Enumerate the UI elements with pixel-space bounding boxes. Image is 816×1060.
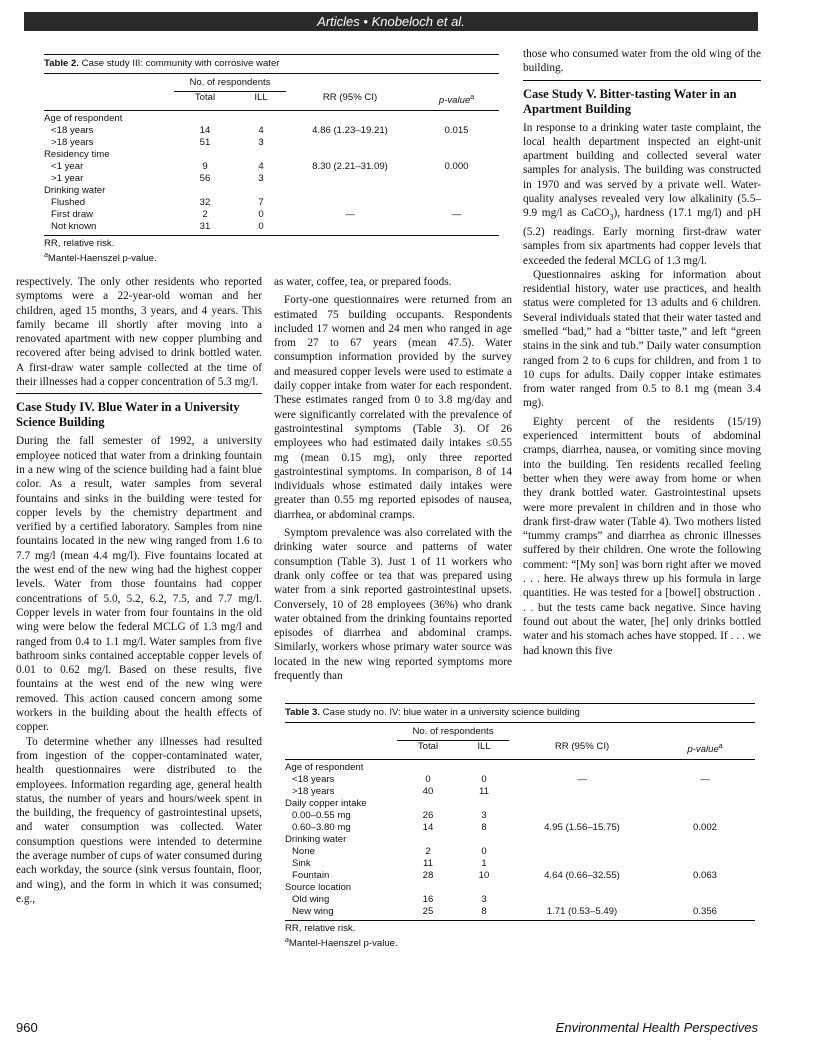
cell-label: 0.60–3.80 mg xyxy=(292,821,351,833)
table-3-col-p: p-value$^a$ xyxy=(655,741,755,760)
table-row xyxy=(285,882,755,894)
cell-total xyxy=(397,798,459,810)
cell-label: <1 year xyxy=(51,160,84,172)
cell-p: 0.002 xyxy=(692,821,717,833)
cell-ill xyxy=(459,834,509,846)
table-3-col-total: Total xyxy=(397,741,459,760)
text-column-2 xyxy=(274,275,512,683)
cell-rr xyxy=(509,882,655,894)
cell-ill xyxy=(459,882,509,894)
cell-ill: 0 xyxy=(481,845,487,857)
table-2-caption: Table 2. Case study III: community with corrosive water xyxy=(44,54,499,74)
table-row xyxy=(285,894,755,906)
cell-total: 28 xyxy=(422,869,434,881)
cell-rr xyxy=(286,149,414,161)
cell-rr xyxy=(509,810,655,822)
paragraph: In response to a drinking water taste complaint, the local health department inspected an eight-unit apartment building and collected several water samples for analysis. The building was constructed in 1970 and was served by a private well. Water-quality analyses revealed very low alkalinity (5.5–9.9 mg/l as CaCO$_3$), hardness (17.1 mg/l) and pH (5.2) readings. Early morning first-draw water samples from six apartments had copper levels that exceeded the federal MCLG of 1.3 mg/l. xyxy=(523,121,761,267)
cell-rr xyxy=(509,894,655,906)
cell-label: None xyxy=(292,845,315,857)
cell-ill xyxy=(236,185,286,197)
cell-total: 40 xyxy=(422,785,434,797)
cell-ill: 10 xyxy=(478,869,490,881)
cell-rr: 4.64 (0.66–32.55) xyxy=(544,869,620,881)
table-row xyxy=(44,125,499,137)
cell-p xyxy=(414,185,499,197)
cell-rr xyxy=(509,798,655,810)
table-row xyxy=(44,137,499,149)
cell-rr xyxy=(509,858,655,870)
cell-ill: 0 xyxy=(258,208,264,220)
table-row xyxy=(44,185,499,197)
paragraph: Eighty percent of the residents (15/19) experienced intermittent bouts of abdominal cramps, diarrhea, nausea, or vomiting since moving into the building. Ten residents recalled feeling better when they were away from home or when they drank bottled water. Gastrointestinal upsets were more prevalent in children and in those who drank first-draw water (Table 4). Two mothers listed “tummy cramps” and diarrhea as chronic illnesses suffered by their children. One wrote the following comment: “[My son] was born right after we moved . . . here. He always threw up his formula in large quantities. He was tested for a [bowel] obstruction . . . but the tests came back negative. Since having found out about the water, [he] only drinks bottled water and his stomach aches have stopped. If . . . we had known this five xyxy=(523,415,761,657)
table-3-footnote: RR, relative risk. $^a$Mantel-Haenszel p-value. xyxy=(285,922,398,949)
cell-label: Age of respondent xyxy=(285,761,364,773)
cell-rr xyxy=(509,759,655,774)
text-column-3 xyxy=(523,47,761,658)
cell-ill: 11 xyxy=(479,785,489,797)
cell-ill xyxy=(236,149,286,161)
table-3-group-header: No. of respondents xyxy=(397,723,509,741)
cell-ill: 4 xyxy=(258,124,264,136)
paragraph: those who consumed water from the old wing of the building. xyxy=(523,48,761,75)
cell-total: 14 xyxy=(199,124,211,136)
table-row xyxy=(44,149,499,161)
cell-total: 2 xyxy=(202,208,208,220)
cell-label: >1 year xyxy=(51,172,84,184)
table-row xyxy=(285,858,755,870)
cell-label: <18 years xyxy=(292,773,335,785)
cell-rr: 8.30 (2.21–31.09) xyxy=(312,160,388,172)
cell-total: 51 xyxy=(199,136,211,148)
table-3-col-rr: RR (95% CI) xyxy=(509,741,655,760)
table-row xyxy=(285,798,755,810)
section-heading-case-iv: Case Study IV. Blue Water in a University Science Building xyxy=(16,393,262,430)
cell-label: <18 years xyxy=(51,124,94,136)
cell-total: 26 xyxy=(422,809,434,821)
table-row xyxy=(44,197,499,209)
cell-total: 11 xyxy=(423,857,433,869)
cell-rr: 4.86 (1.23–19.21) xyxy=(312,124,388,136)
cell-rr xyxy=(286,221,414,236)
cell-label: First draw xyxy=(51,208,94,220)
table-row xyxy=(285,810,755,822)
cell-p xyxy=(655,759,755,774)
cell-ill: 1 xyxy=(481,857,487,869)
cell-ill: 3 xyxy=(258,136,264,148)
cell-p xyxy=(655,882,755,894)
cell-ill: 0 xyxy=(481,773,487,785)
cell-rr: — xyxy=(345,208,355,220)
cell-label: Drinking water xyxy=(285,833,347,845)
table-row xyxy=(285,759,755,774)
cell-rr: 1.71 (0.53–5.49) xyxy=(509,906,655,921)
cell-p xyxy=(414,149,499,161)
cell-p xyxy=(414,173,499,185)
paragraph: During the fall semester of 1992, a university employee noticed that water from a drinking fountain in a new wing of the science building had a faint blue color. As a result, water samples from several fountains and sinks in the building were tested for copper levels by the chemistry department and verified by a certified laboratory. Samples from nine fountains located in the new wing ranged from 1.6 to 7.7 mg/l (mean 4.4 mg/l). Five fountains located at the west end of the new wing had the highest copper levels. Water from those fountains had copper concentrations of 5.0, 5.2, 6.2, 7.5, and 7.7 mg/l. Copper levels in water from four fountains in the old wing were below the federal MCLG of 1.3 mg/l and ranged from 0.4 to 1.1 mg/l. Water samples from five bathroom sinks contained acceptable copper levels of 0.01 to 0.62 mg/l. Based on these results, five fountains at the west end of the new wing were removed. This action caused concern among some workers in the building about the health effects of copper. xyxy=(16,435,262,734)
cell-label: Old wing xyxy=(292,893,330,905)
table-3 xyxy=(285,703,755,950)
cell-p xyxy=(655,810,755,822)
cell-rr xyxy=(509,846,655,858)
cell-label: New wing xyxy=(285,906,397,921)
table-row xyxy=(285,906,755,921)
table-2-col-ill: ILL xyxy=(236,92,286,111)
cell-rr: — xyxy=(577,773,587,785)
paragraph: respectively. The only other residents who reported symptoms were a 22-year-old woman and her children, aged 15 months, 3 years, and 4 years. This family became ill shortly after moving into a renovated apartment with new copper plumbing and recovered after being advised to drink bottled water. A first-draw water sample collected at the time of their illnesses had a copper concentration of 5.3 mg/l. xyxy=(16,276,262,389)
cell-total xyxy=(174,110,236,125)
running-header: Articles • Knobeloch et al. xyxy=(24,12,758,31)
cell-label: Sink xyxy=(292,857,311,869)
cell-p xyxy=(655,846,755,858)
cell-rr xyxy=(286,173,414,185)
table-2-col-total: Total xyxy=(174,92,236,111)
cell-ill: 3 xyxy=(481,893,487,905)
table-2-col-rr: RR (95% CI) xyxy=(286,92,414,111)
cell-label: Daily copper intake xyxy=(285,797,367,809)
table-row xyxy=(285,774,755,786)
cell-rr xyxy=(509,786,655,798)
table-row xyxy=(44,110,499,125)
cell-total: 14 xyxy=(422,821,434,833)
cell-ill xyxy=(459,798,509,810)
paragraph: Questionnaires asking for information about residential history, water use practices, and health status were completed for 13 adults and 6 children. Several individuals stated that their water tasted and smelled “bad,” had a “bitter taste,” and left “green stains in the sink and tub.” Daily water consumption ranged from 2 to 6 cups for children, and from 1 to 10 cups for adults. Daily copper intake estimates from water ranged from 0.5 to 8.1 mg (mean 3.4 mg). xyxy=(523,268,761,410)
table-row xyxy=(44,173,499,185)
table-row xyxy=(285,822,755,834)
cell-ill xyxy=(459,759,509,774)
cell-total xyxy=(397,759,459,774)
table-3-grid xyxy=(285,723,755,921)
table-row xyxy=(44,209,499,221)
cell-rr: 4.95 (1.56–15.75) xyxy=(544,821,620,833)
cell-label: Age of respondent xyxy=(44,112,123,124)
paragraph: as water, coffee, tea, or prepared foods. xyxy=(274,276,452,288)
cell-p xyxy=(414,110,499,125)
table-row xyxy=(285,786,755,798)
table-2-grid xyxy=(44,74,499,236)
cell-total xyxy=(174,185,236,197)
cell-total: 31 xyxy=(174,221,236,236)
cell-ill xyxy=(236,110,286,125)
cell-total: 16 xyxy=(422,893,434,905)
cell-p xyxy=(414,137,499,149)
cell-p xyxy=(655,834,755,846)
table-2-footnote: RR, relative risk. $^a$Mantel-Haenszel p-value. xyxy=(44,237,157,264)
cell-label: 0.00–0.55 mg xyxy=(292,809,351,821)
cell-rr xyxy=(286,197,414,209)
cell-ill: 3 xyxy=(481,809,487,821)
cell-label: Drinking water xyxy=(44,184,106,196)
cell-p: 0.356 xyxy=(655,906,755,921)
cell-p: — xyxy=(451,208,462,220)
cell-p xyxy=(655,798,755,810)
paragraph: Symptom prevalence was also correlated with the drinking water source and patterns of water consumption (Table 3). Just 1 of 11 workers who drank only coffee or tea that was prepared using water from a sink reported gastrointestinal upsets. Conversely, 10 of 28 employees (36%) who drank water obtained from the drinking fountains reported episodes of diarrhea and abdominal cramps. Similarly, workers whose primary water source was located in the new wing reported symptoms more frequently than xyxy=(274,527,512,683)
cell-total: 25 xyxy=(397,906,459,921)
table-row xyxy=(285,846,755,858)
cell-label: >18 years xyxy=(292,785,335,797)
cell-p: 0.000 xyxy=(444,160,469,172)
page-number: 960 xyxy=(16,1020,38,1035)
paragraph: Forty-one questionnaires were returned from an estimated 75 building occupants. Respondents included 17 women and 24 men who ranged in age from 27 to 67 years (mean 47.5). Water consumption information provided by the survey and measured copper levels were used to estimate a daily copper intake from water for each respondent. These estimates ranged from 0 to 3.8 mg/day and were significantly correlated with the prevalence of gastrointestinal symptoms (Table 3). Of 26 employees who had estimated daily intakes ≤0.55 mg (mean 0.15 mg), only three reported gastrointestinal symptoms. In comparison, 8 of 14 individuals whose estimated daily intakes were greater than 0.55 mg reported episodes of nausea, diarrhea, or abdominal cramps. xyxy=(274,294,512,521)
cell-total xyxy=(397,882,459,894)
cell-rr xyxy=(286,185,414,197)
cell-label: Not known xyxy=(44,221,174,236)
table-row xyxy=(44,221,499,236)
cell-p xyxy=(414,221,499,236)
table-row xyxy=(285,870,755,882)
cell-total: 56 xyxy=(199,172,211,184)
cell-rr xyxy=(286,110,414,125)
table-3-col-ill: ILL xyxy=(459,741,509,760)
journal-name: Environmental Health Perspectives xyxy=(555,1020,758,1035)
cell-total xyxy=(397,834,459,846)
table-3-caption: Table 3. Case study no. IV: blue water in a university science building xyxy=(285,703,755,723)
cell-label: Fountain xyxy=(292,869,330,881)
table-row xyxy=(44,161,499,173)
cell-p xyxy=(655,786,755,798)
cell-rr xyxy=(509,834,655,846)
cell-p xyxy=(655,858,755,870)
cell-label: >18 years xyxy=(51,136,94,148)
cell-p: 0.015 xyxy=(444,124,469,136)
cell-p: — xyxy=(700,773,710,785)
cell-ill: 3 xyxy=(258,172,264,184)
cell-ill: 8 xyxy=(459,906,509,921)
cell-label: Residency time xyxy=(44,148,110,160)
cell-ill: 7 xyxy=(258,196,264,208)
cell-ill: 8 xyxy=(481,821,487,833)
cell-ill: 0 xyxy=(236,221,286,236)
cell-total: 9 xyxy=(202,160,208,172)
cell-p: 0.063 xyxy=(692,869,717,881)
cell-label: Source location xyxy=(285,881,352,893)
section-heading-case-v: Case Study V. Bitter-tasting Water in an Apartment Building xyxy=(523,80,761,117)
table-2-col-p: p-value$^a$ xyxy=(414,92,499,111)
table-2-group-header: No. of respondents xyxy=(174,74,286,92)
cell-rr xyxy=(286,137,414,149)
cell-p xyxy=(655,894,755,906)
cell-total: 2 xyxy=(425,845,431,857)
paragraph: To determine whether any illnesses had resulted from ingestion of the copper-contaminated water, health questionnaires were distributed to the employees. Information regarding age, general health status, the number of years and hours/week spent in the building, the frequency of gastrointestinal upsets, and water consumption was collected. Water consumption questions were intended to determine the average number of cups of water consumed during each workday, the source (sink versus fountain, floor, and wing), and the form in which it was consumed; e.g., xyxy=(16,735,262,905)
cell-total: 32 xyxy=(199,196,211,208)
cell-label: Flushed xyxy=(51,196,86,208)
cell-p xyxy=(414,197,499,209)
text-column-1 xyxy=(16,275,262,906)
cell-total xyxy=(174,149,236,161)
cell-ill: 4 xyxy=(258,160,264,172)
table-row xyxy=(285,834,755,846)
cell-total: 0 xyxy=(425,773,431,785)
table-2 xyxy=(44,54,499,265)
